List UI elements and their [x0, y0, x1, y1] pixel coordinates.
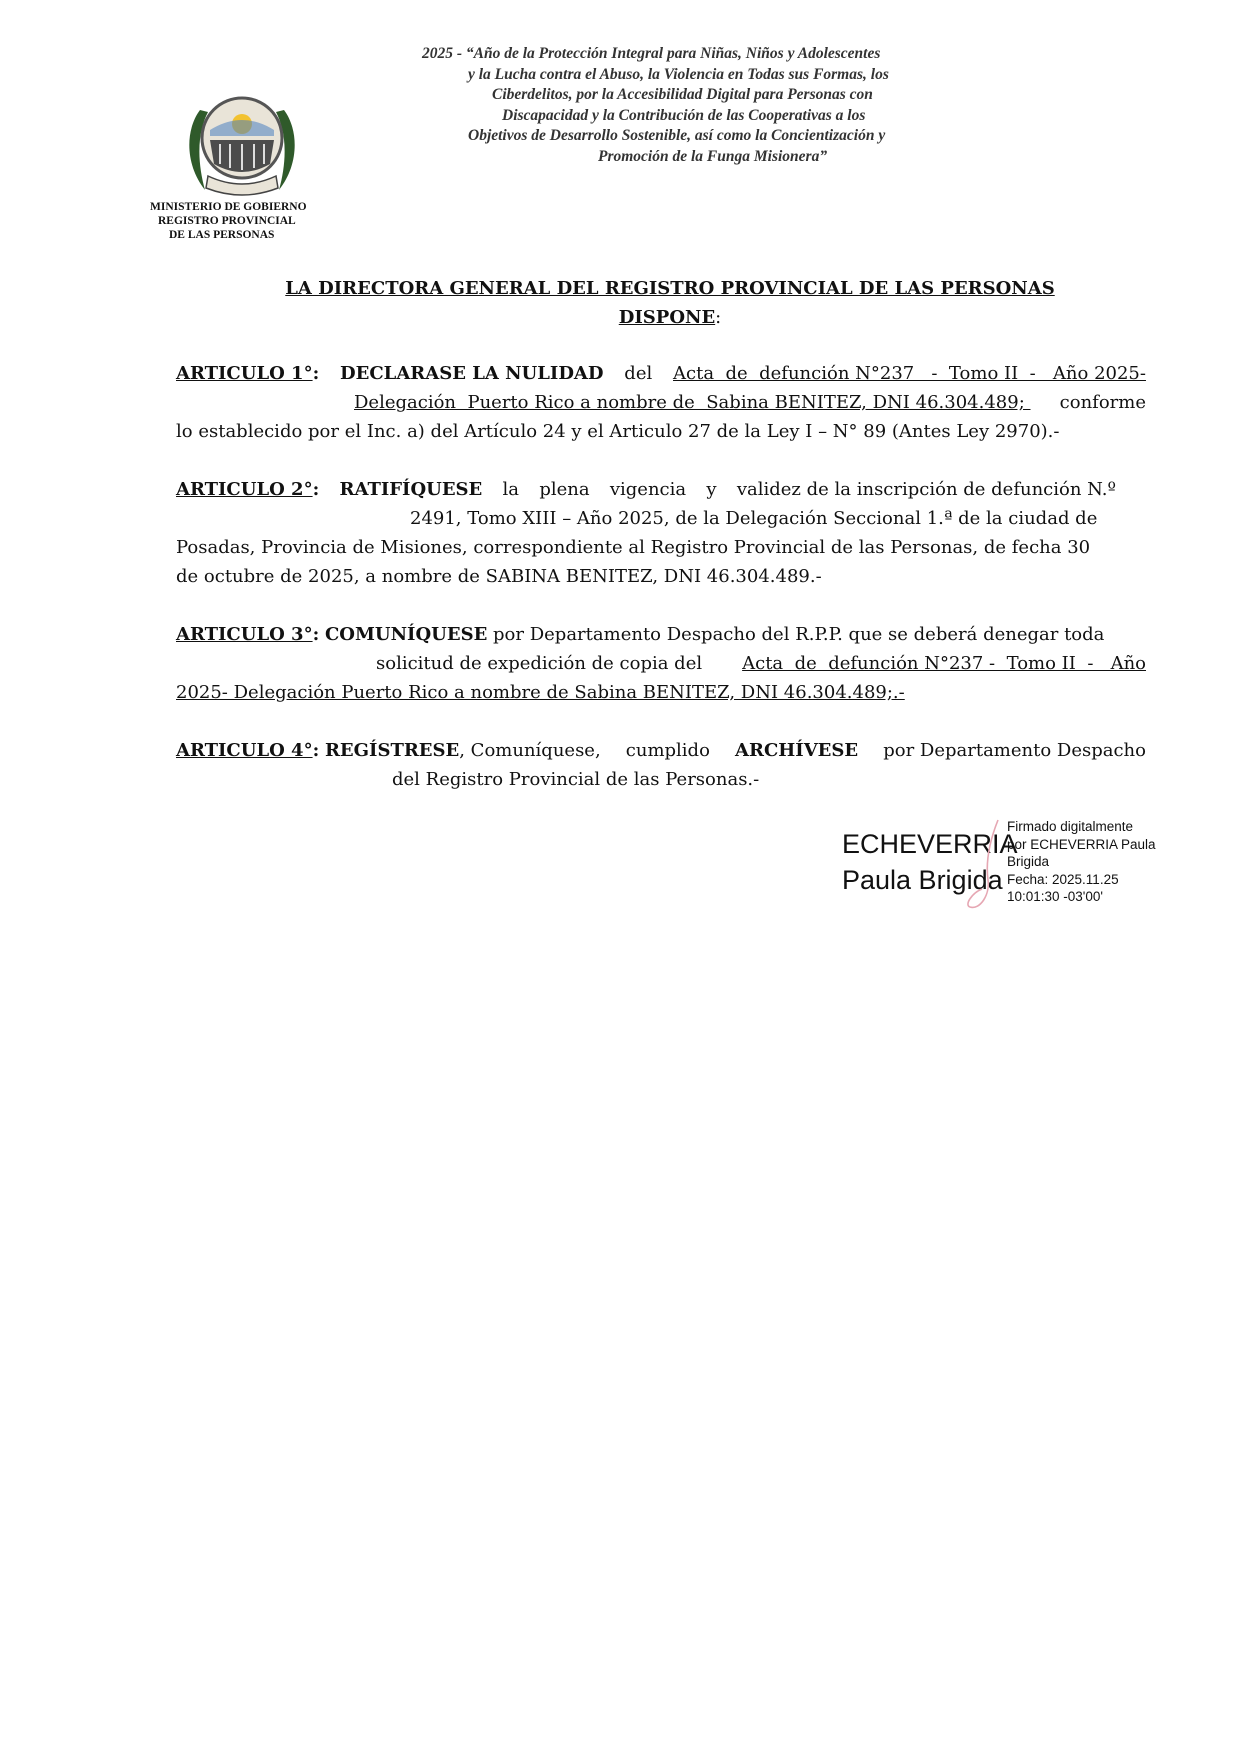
article-2: [176, 475, 1146, 591]
article-4-word: por Departamento Despacho: [883, 740, 1146, 761]
signature-details: [1007, 818, 1187, 906]
article-4-colon: :: [312, 740, 320, 761]
article-3: [176, 620, 1146, 707]
article-1-action: DECLARASE LA NULIDAD: [340, 363, 604, 384]
provincia-de-misiones-seal: [180, 80, 304, 198]
signature-detail-line: Fecha: 2025.11.25: [1007, 871, 1119, 887]
article-3-colon: :: [312, 624, 320, 645]
document-heading: [170, 274, 1170, 332]
article-1-del: del: [624, 363, 653, 384]
signature-detail-line: por ECHEVERRIA Paula: [1007, 836, 1156, 852]
article-2-word: plena: [539, 479, 590, 500]
heading-title: LA DIRECTORA GENERAL DEL REGISTRO PROVINCIAL DE LAS PERSONAS: [285, 278, 1055, 299]
article-1-acta-line2: Delegación Puerto Rico a nombre de Sabina BENITEZ, DNI 46.304.489;: [354, 392, 1031, 413]
article-2-word: la: [502, 479, 520, 500]
article-2-label: ARTICULO 2°: [176, 479, 313, 500]
article-2-word: vigencia: [609, 479, 687, 500]
motto-line: Objetivos de Desarrollo Sostenible, así como la Concientización y: [468, 127, 886, 144]
article-3-label: ARTICULO 3°: [176, 624, 313, 645]
signature-detail-line: 10:01:30 -03'00': [1007, 889, 1103, 904]
article-4-action: REGÍSTRESE: [324, 740, 460, 761]
ministry-line: DE LAS PERSONAS: [169, 229, 275, 241]
article-1-colon: :: [312, 363, 320, 384]
ministry-line: MINISTERIO DE GOBIERNO: [150, 201, 307, 213]
article-1-conforme: conforme: [1059, 392, 1146, 413]
ministry-line: REGISTRO PROVINCIAL: [158, 215, 296, 227]
article-3-line2-plain: solicitud de expedición de copia del: [376, 653, 703, 674]
article-4-label: ARTICULO 4°: [176, 740, 313, 761]
article-3-line2-acta: Acta de defunción N°237 - Tomo II - Año: [742, 653, 1146, 674]
article-1: [176, 359, 1146, 446]
article-2-colon: :: [312, 479, 320, 500]
article-2-word: y: [706, 479, 717, 500]
year-motto: [410, 44, 1060, 167]
article-2-action: RATIFÍQUESE: [339, 479, 483, 500]
article-2-word: validez de la inscripción de defunción N.º: [736, 479, 1116, 500]
article-2-line3: Posadas, Provincia de Misiones, correspondiente al Registro Provincial de las Personas, de fecha 30: [176, 537, 1091, 558]
signature-detail-line: Firmado digitalmente: [1007, 819, 1134, 834]
signature-surname: ECHEVERRIA: [842, 829, 1018, 859]
article-4-word: , Comuníquese,: [459, 740, 601, 761]
heading-colon: :: [715, 307, 722, 328]
article-3-action: COMUNÍQUESE: [324, 624, 488, 645]
article-4: [176, 736, 1146, 794]
article-4-action2: ARCHÍVESE: [735, 740, 859, 761]
article-3-line1-rest: por Departamento Despacho del R.P.P. que se deberá denegar toda: [493, 624, 1105, 645]
motto-line: Ciberdelitos, por la Accesibilidad Digital para Personas con: [492, 86, 873, 103]
motto-line: Discapacidad y la Contribución de las Cooperativas a los: [502, 106, 866, 124]
ministry-block: [150, 200, 340, 242]
article-1-line3: lo establecido por el Inc. a) del Artículo 24 y el Articulo 27 de la Ley I – N° 89 (Antes Ley 2970).-: [176, 421, 1060, 442]
article-1-label: ARTICULO 1°: [176, 363, 313, 384]
signature-detail-line: Brigida: [1007, 854, 1050, 869]
article-2-line4: de octubre de 2025, a nombre de SABINA BENITEZ, DNI 46.304.489.-: [176, 566, 822, 587]
article-2-line2: 2491, Tomo XIII – Año 2025, de la Delegación Seccional 1.ª de la ciudad de: [410, 508, 1098, 529]
motto-line: 2025 - “Año de la Protección Integral para Niñas, Niños y Adolescentes: [422, 45, 881, 62]
article-3-line3: 2025- Delegación Puerto Rico a nombre de Sabina BENITEZ, DNI 46.304.489;.-: [176, 682, 905, 703]
article-4-word: cumplido: [625, 740, 710, 761]
motto-line: Promoción de la Funga Misionera”: [598, 147, 828, 165]
heading-dispone: DISPONE: [618, 307, 716, 328]
signature-given-names: Paula Brigida: [842, 865, 1003, 895]
article-1-acta-line1: Acta de defunción N°237 - Tomo II - Año 2025-: [673, 363, 1146, 384]
motto-line: y la Lucha contra el Abuso, la Violencia en Todas sus Formas, los: [468, 65, 889, 83]
signature-stroke: [958, 815, 1008, 915]
article-4-line2: del Registro Provincial de las Personas.-: [392, 769, 760, 790]
